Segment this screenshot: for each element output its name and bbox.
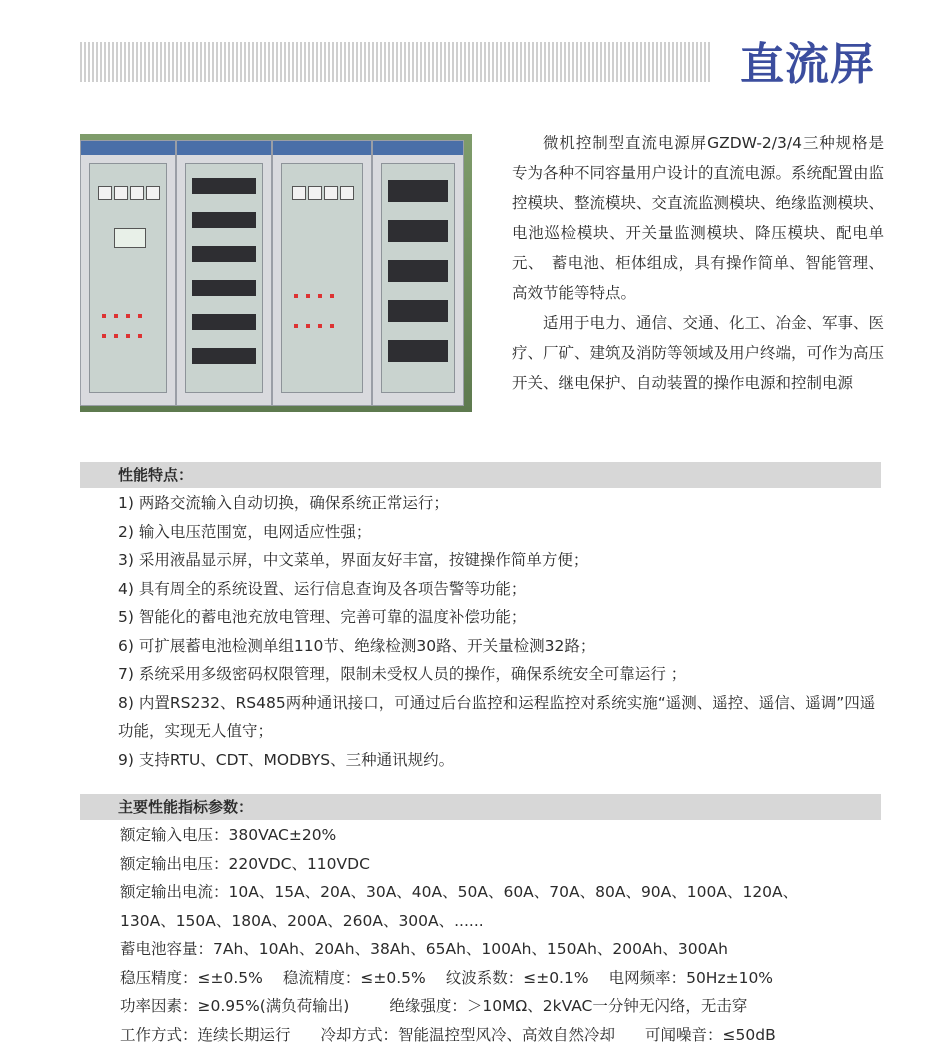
spec-frequency: 电网频率：50Hz±10%: [608, 968, 774, 987]
page-title: 直流屏: [740, 39, 875, 90]
spec-output-voltage: 额定输出电压：220VDC、110VDC: [120, 854, 370, 873]
spec-power-row: [120, 992, 880, 1021]
cabinet-2: [176, 140, 272, 406]
specs-heading: 主要性能指标参数：: [80, 794, 881, 820]
product-description: [512, 128, 884, 398]
header-stripe-decoration: [80, 42, 710, 82]
spec-current-precision: 稳流精度：≤±0.5%: [282, 968, 426, 987]
feature-item: 4) 具有周全的系统设置、运行信息查询及各项告警等功能；: [118, 579, 527, 598]
feature-item: 3) 采用液晶显示屏，中文菜单，界面友好丰富，按键操作简单方便；: [118, 551, 589, 569]
spec-operation-row: [120, 1021, 880, 1050]
product-photo: [80, 134, 472, 412]
feature-item: 6) 可扩展蓄电池检测单组110节、绝缘检测30路、开关量检测32路；: [118, 636, 596, 655]
features-heading: 性能特点：: [80, 462, 881, 488]
cabinet-3: [272, 140, 372, 406]
spec-voltage-precision: 稳压精度：≤±0.5%: [120, 968, 263, 987]
feature-item: 9) 支持RTU、CDT、MODBYS、三种通讯规约。: [118, 750, 455, 769]
cabinet-4: [372, 140, 464, 406]
spec-insulation: 绝缘强度：＞10MΩ、2kVAC一分钟无闪络，无击穿: [389, 997, 748, 1015]
spec-battery-capacity: 蓄电池容量：7Ah、10Ah、20Ah、38Ah、65Ah、100Ah、150Ah、200Ah、300Ah: [120, 940, 728, 958]
spec-input-voltage: 额定输入电压：380VAC±20%: [120, 826, 337, 844]
spec-cooling: 冷却方式：智能温控型风冷、高效自然冷却: [320, 1025, 616, 1044]
feature-item: 5) 智能化的蓄电池充放电管理、完善可靠的温度补偿功能；: [118, 608, 527, 626]
cabinet-1: [80, 140, 176, 406]
spec-output-current: 额定输出电流：10A、15A、20A、30A、40A、50A、60A、70A、80A、90A、100A、120A、: [120, 883, 799, 901]
specs-list: [120, 821, 880, 1049]
spec-power-factor: 功率因素：≥0.95%(满负荷输出): [120, 997, 350, 1015]
spec-noise: 可闻噪音：≤50dB: [645, 1025, 776, 1044]
spec-work-mode: 工作方式：连续长期运行: [120, 1025, 291, 1044]
application-paragraph: 适用于电力、通信、交通、化工、冶金、军事、医疗、厂矿、建筑及消防等领域及用户终端，可作为高压开关、继电保护、自动装置的操作电源和控制电源: [512, 314, 885, 392]
description-paragraph: 微机控制型直流电源屏GZDW-2/3/4三种规格是专为各种不同容量用户设计的直流电源。系统配置由监控模块、整流模块、交直流监测模块、绝缘监测模块、电池巡检模块、开关量监测模块、降压模块、配电单元、 蓄电池、柜体组成，具有操作简单、智能管理、高效节能等特点。: [512, 134, 885, 302]
features-list: [118, 489, 878, 774]
feature-item: 1) 两路交流输入自动切换，确保系统正常运行；: [118, 494, 449, 512]
spec-precision-row: [120, 964, 880, 993]
feature-item: 8) 内置RS232、RS485两种通讯接口，可通过后台监控和运程监控对系统实施“遥测、遥控、遥信、遥调”四遥功能，实现无人值守；: [118, 693, 876, 740]
spec-ripple: 纹波系数：≤±0.1%: [445, 968, 589, 987]
feature-item: 7) 系统采用多级密码权限管理，限制未受权人员的操作，确保系统安全可靠运行 ；: [118, 665, 687, 683]
feature-item: 2) 输入电压范围宽，电网适应性强；: [118, 522, 372, 541]
spec-output-current-cont: 130A、150A、180A、200A、260A、300A、......: [120, 911, 484, 930]
